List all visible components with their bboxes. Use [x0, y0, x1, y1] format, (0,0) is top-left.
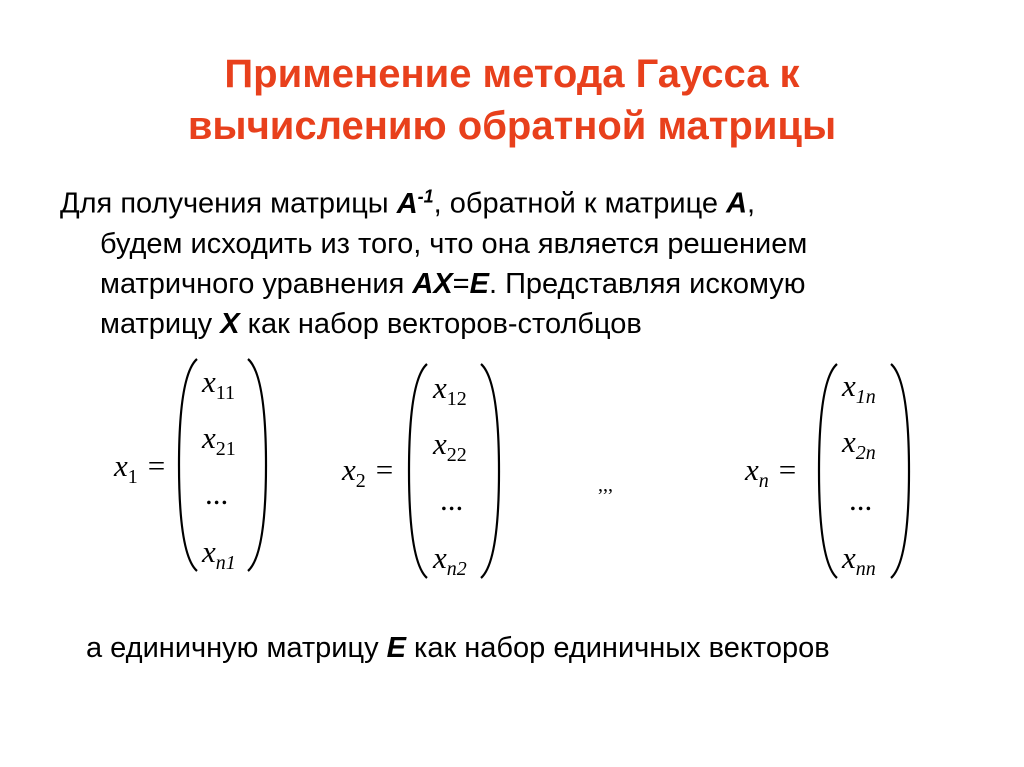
entry-subscript: 11 — [215, 382, 236, 405]
entry-subscript: 21 — [215, 438, 236, 461]
vector-entry — [202, 364, 235, 405]
symbol-A-inverse — [397, 188, 434, 220]
entry-base: x — [202, 364, 216, 399]
para-text: как набор векторов-столбцов — [239, 307, 642, 340]
symbol-A-exponent: -1 — [417, 186, 434, 206]
para-text: матрицу — [100, 307, 221, 340]
entry-base: x — [842, 424, 856, 459]
vector-entry — [433, 540, 467, 581]
entry-base: x — [433, 540, 447, 575]
vector-entry — [202, 534, 236, 575]
ellipsis-separator: ,,, — [598, 474, 613, 496]
title-line-1: Применение метода Гаусса к — [224, 52, 800, 96]
equals-sign: = — [147, 448, 166, 483]
vector-entry — [842, 368, 876, 409]
para-line-4 — [60, 304, 960, 344]
para-text: , — [747, 187, 756, 220]
symbol-AX: AX — [412, 267, 453, 300]
entry-base: x — [433, 370, 447, 405]
slide-title — [0, 48, 1024, 152]
vector-lhs — [342, 452, 393, 493]
vector-lhs — [745, 452, 796, 493]
footer-text-pre: а единичную матрицу — [86, 632, 387, 664]
entry-base: x — [202, 534, 216, 569]
equals-sign: = — [375, 452, 394, 487]
entry-subscript: n1 — [215, 552, 236, 575]
equals-sign: = — [778, 452, 797, 487]
entry-ellipsis: ... — [205, 476, 229, 511]
title-line-2: вычислению обратной матрицы — [187, 104, 837, 148]
para-line-2: будем исходить из того, что она является решением — [100, 227, 808, 260]
entry-ellipsis: ... — [440, 482, 464, 517]
para-text: Для получения матрицы — [60, 187, 397, 220]
lhs-base: x — [114, 448, 128, 483]
equals-sign: = — [452, 267, 470, 300]
intro-paragraph — [60, 176, 960, 344]
vector-entry — [433, 426, 467, 467]
entry-base: x — [842, 540, 856, 575]
symbol-E: E — [386, 632, 406, 664]
entry-ellipsis: ... — [849, 482, 873, 517]
entry-subscript: n2 — [446, 558, 467, 581]
entry-subscript: 22 — [446, 444, 467, 467]
lhs-base: x — [342, 452, 356, 487]
symbol-A: A — [726, 187, 748, 220]
vector-entry — [433, 370, 467, 411]
para-line-3 — [60, 264, 960, 304]
vector-entry — [202, 420, 236, 461]
entry-subscript: 2n — [855, 442, 876, 465]
vector-entry — [842, 424, 876, 465]
footer-text — [86, 628, 830, 668]
entry-base: x — [842, 368, 856, 403]
lhs-subscript: n — [758, 470, 769, 493]
lhs-base: x — [745, 452, 759, 487]
entry-subscript: 12 — [446, 388, 467, 411]
vector-entry — [849, 482, 872, 518]
para-line-1 — [60, 176, 960, 224]
symbol-E: E — [469, 267, 489, 300]
symbol-X: X — [220, 307, 240, 340]
symbol-A-base: A — [396, 187, 418, 220]
entry-subscript: 1n — [855, 386, 876, 409]
vector-lhs — [114, 448, 165, 489]
entry-base: x — [433, 426, 447, 461]
vector-entry — [440, 482, 463, 518]
entry-subscript: nn — [855, 558, 876, 581]
footer-text-post: как набор единичных векторов — [406, 632, 830, 664]
vector-entry — [842, 540, 876, 581]
entry-base: x — [202, 420, 216, 455]
lhs-subscript: 2 — [355, 470, 366, 493]
para-text: матричного уравнения — [100, 267, 413, 300]
para-text: . Представляя искомую — [488, 267, 806, 300]
vector-entry — [205, 476, 228, 512]
lhs-subscript: 1 — [127, 466, 138, 489]
para-text: , обратной к матрице — [433, 187, 727, 220]
